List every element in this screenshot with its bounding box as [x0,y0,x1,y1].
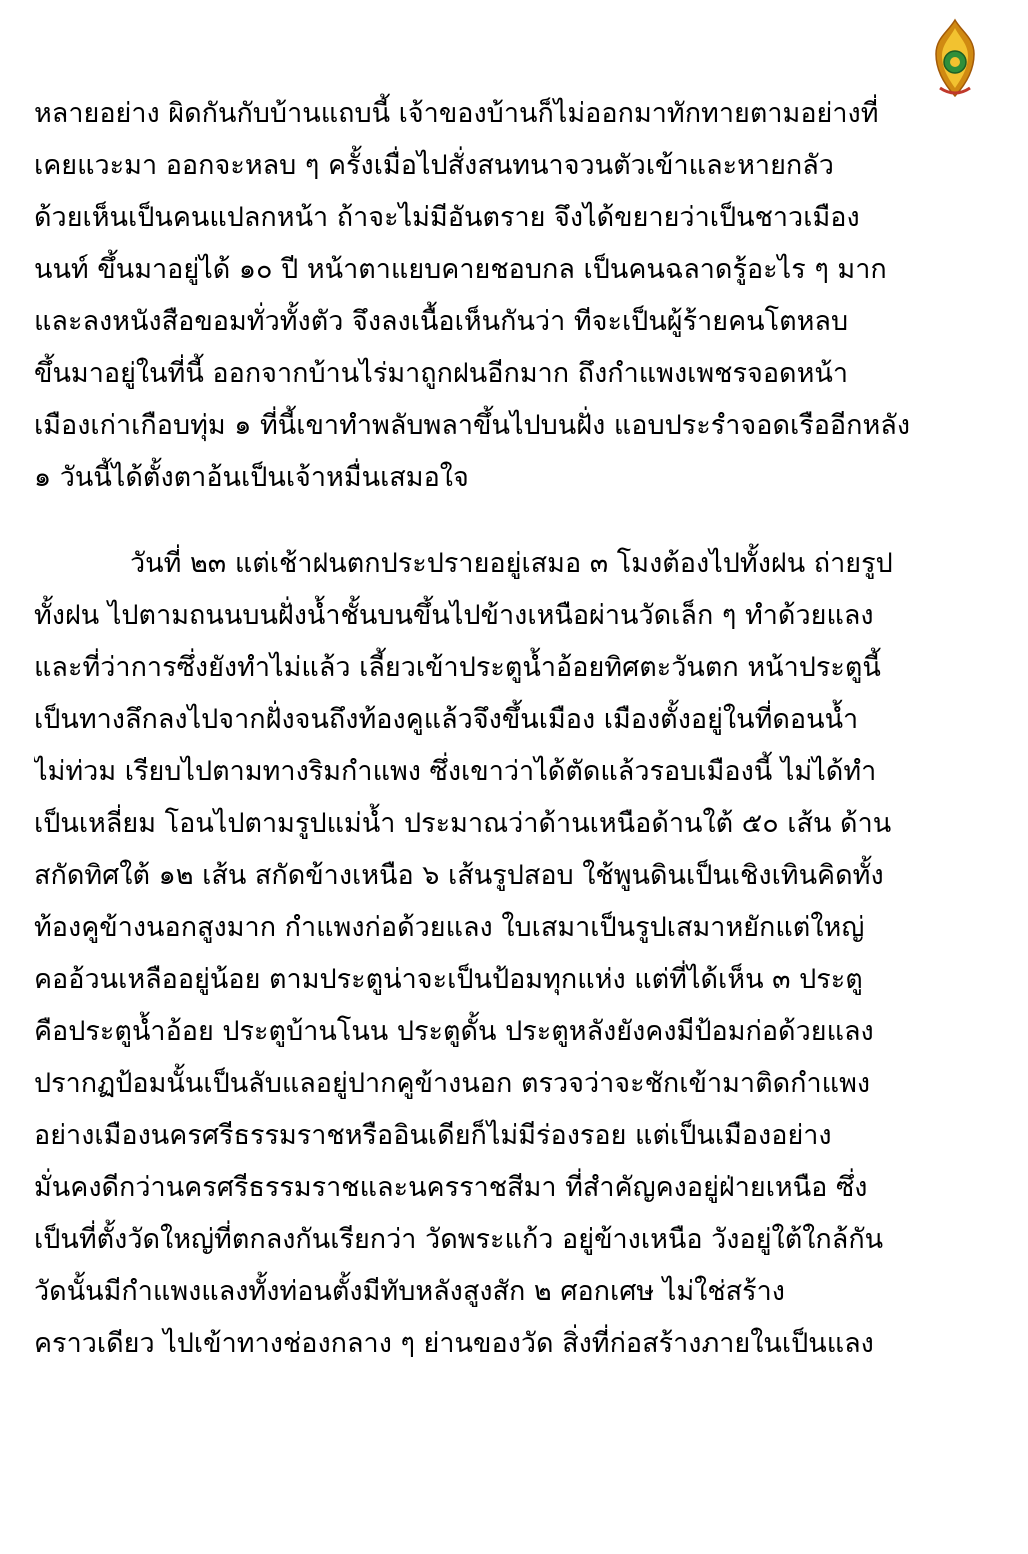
text-line: อย่างเมืองนครศรีธรรมราชหรืออินเดียก็ไม่มีร่องรอย แต่เป็นเมืองอย่าง [34,1120,832,1151]
text-line: วัดนั้นมีกำแพงแลงทั้งท่อนตั้งมีทับหลังสูงสัก ๒ ศอกเศษ ไม่ใช่สร้าง [34,1276,785,1307]
text-line: คออ้วนเหลืออยู่น้อย ตามประตูน่าจะเป็นป้อมทุกแห่ง แต่ที่ได้เห็น ๓ ประตู [34,964,863,995]
text-line: นนท์ ขึ้นมาอยู่ได้ ๑๐ ปี หน้าตาแยบคายชอบกล เป็นคนฉลาดรู้อะไร ๆ มาก [34,254,887,285]
text-line: และลงหนังสือขอมทั่วทั้งตัว จึงลงเนื้อเห็นกันว่า ทีจะเป็นผู้ร้ายคนโตหลบ [34,306,849,337]
text-line: และที่ว่าการซึ่งยังทำไม่แล้ว เลี้ยวเข้าประตูน้ำอ้อยทิศตะวันตก หน้าประตูนี้ [34,652,881,683]
text-line: หลายอย่าง ผิดกันกับบ้านแถบนี้ เจ้าของบ้านก็ไม่ออกมาทักทายตามอย่างที่ [34,98,879,129]
text-line: ท้องคูข้างนอกสูงมาก กำแพงก่อด้วยแลง ใบเสมาเป็นรูปเสมาหยักแต่ใหญ่ [34,912,865,943]
paragraph-1 [34,88,982,504]
text-line: คือประตูน้ำอ้อย ประตูบ้านโนน ประตูดั้น ประตูหลังยังคงมีป้อมก่อด้วยแลง [34,1016,874,1047]
text-line: ทั้งฝน ไปตามถนนบนฝั่งน้ำชั้นบนขึ้นไปข้างเหนือผ่านวัดเล็ก ๆ ทำด้วยแลง [34,600,874,631]
text-line: ปรากฏป้อมนั้นเป็นลับแลอยู่ปากคูข้างนอก ตรวจว่าจะชักเข้ามาติดกำแพง [34,1068,871,1099]
text-line: ๑ วันนี้ได้ตั้งตาอ้นเป็นเจ้าหมื่นเสมอใจ [34,462,469,493]
text-line: เมืองเก่าเกือบทุ่ม ๑ ที่นี้เขาทำพลับพลาขึ้นไปบนฝั่ง แอบประรำจอดเรืออีกหลัง [34,410,911,441]
text-line: เป็นทางลึกลงไปจากฝั่งจนถึงท้องคูแล้วจึงขึ้นเมือง เมืองตั้งอยู่ในที่ดอนน้ำ [34,704,859,735]
emblem-logo [928,18,982,98]
text-line: เป็นเหลี่ยม โอนไปตามรูปแม่น้ำ ประมาณว่าด้านเหนือด้านใต้ ๕๐ เส้น ด้าน [34,808,892,839]
text-line: ด้วยเห็นเป็นคนแปลกหน้า ถ้าจะไม่มีอันตราย จึงได้ขยายว่าเป็นชาวเมือง [34,202,860,233]
text-line: ขึ้นมาอยู่ในที่นี้ ออกจากบ้านไร่มาถูกฝนอีกมาก ถึงกำแพงเพชรจอดหน้า [34,358,848,389]
text-line: คราวเดียว ไปเข้าทางช่องกลาง ๆ ย่านของวัด สิ่งที่ก่อสร้างภายในเป็นแลง [34,1328,874,1359]
paragraph-2 [34,538,982,1370]
text-line: ไม่ท่วม เรียบไปตามทางริมกำแพง ซึ่งเขาว่าได้ตัดแล้วรอบเมืองนี้ ไม่ได้ทำ [34,756,877,787]
text-line: เป็นที่ตั้งวัดใหญ่ที่ตกลงกันเรียกว่า วัดพระแก้ว อยู่ข้างเหนือ วังอยู่ใต้ใกล้กัน [34,1224,884,1255]
text-line: สกัดทิศใต้ ๑๒ เส้น สกัดข้างเหนือ ๖ เส้นรูปสอบ ใช้พูนดินเป็นเชิงเทินคิดทั้ง [34,860,884,891]
paragraph-spacer [34,504,982,538]
emblem-medallion-center [950,57,960,67]
text-line: มั่นคงดีกว่านครศรีธรรมราชและนครราชสีมา ที่สำคัญคงอยู่ฝ่ายเหนือ ซึ่ง [34,1172,868,1203]
text-line: เคยแวะมา ออกจะหลบ ๆ ครั้งเมื่อไปสั่งสนทนาจวนตัวเข้าและหายกลัว [34,150,834,181]
text-line: วันที่ ๒๓ แต่เช้าฝนตกประปรายอยู่เสมอ ๓ โมงต้องไปทั้งฝน ถ่ายรูป [130,548,893,579]
document-page [34,88,982,1370]
